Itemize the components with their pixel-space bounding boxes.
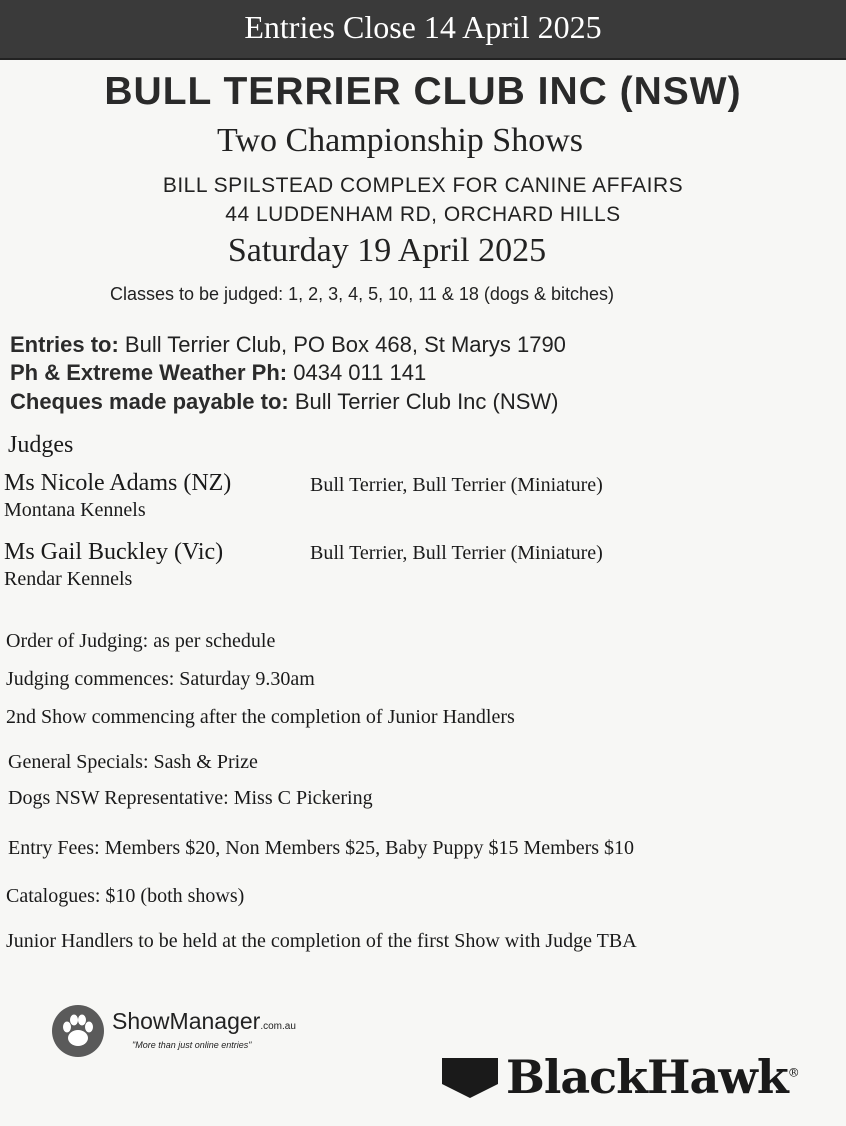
- catalogues: Catalogues: $10 (both shows): [6, 885, 245, 907]
- judge-1-name: Ms Nicole Adams (NZ): [4, 470, 232, 496]
- showmanager-logo: [52, 1005, 302, 1065]
- judge-2-kennel: Rendar Kennels: [4, 568, 133, 590]
- shows-subtitle: Two Championship Shows: [217, 122, 583, 159]
- order-of-judging: Order of Judging: as per schedule: [6, 630, 276, 652]
- classes-judged: Classes to be judged: 1, 2, 3, 4, 5, 10, 11 & 18 (dogs & bitches): [110, 284, 614, 304]
- judge-2-breeds: Bull Terrier, Bull Terrier (Miniature): [310, 542, 603, 564]
- blackhawk-shield-icon: [442, 1058, 498, 1098]
- show-date: Saturday 19 April 2025: [227, 232, 547, 269]
- blackhawk-wordmark: [506, 1050, 799, 1104]
- venue-address: 44 LUDDENHAM RD, ORCHARD HILLS: [225, 203, 621, 226]
- dogs-nsw-representative: Dogs NSW Representative: Miss C Pickering: [8, 787, 373, 809]
- venue-name: BILL SPILSTEAD COMPLEX FOR CANINE AFFAIRS: [162, 174, 684, 197]
- general-specials: General Specials: Sash & Prize: [8, 751, 258, 773]
- entry-fees: Entry Fees: Members $20, Non Members $25, Baby Puppy $15 Members $10: [8, 837, 635, 859]
- blackhawk-logo: [442, 1050, 832, 1110]
- junior-handlers: Junior Handlers to be held at the completion of the first Show with Judge TBA: [6, 930, 637, 952]
- judge-2-name: Ms Gail Buckley (Vic): [4, 539, 224, 565]
- cheques-value: Bull Terrier Club Inc (NSW): [288, 389, 559, 414]
- club-title: BULL TERRIER CLUB INC (NSW): [104, 70, 742, 113]
- showmanager-wordmark: [112, 1008, 296, 1035]
- judge-1-breeds: Bull Terrier, Bull Terrier (Miniature): [310, 474, 603, 496]
- second-show-note: 2nd Show commencing after the completion of Junior Handlers: [6, 706, 515, 728]
- phone-info: [10, 360, 426, 386]
- cheques-info: [10, 389, 559, 415]
- paw-icon: [52, 1005, 104, 1057]
- showmanager-name: ShowManager: [112, 1008, 261, 1034]
- entries-to-value: Bull Terrier Club, PO Box 468, St Marys 1790: [118, 332, 566, 357]
- entries-close-banner: Entries Close 14 April 2025: [0, 0, 846, 60]
- blackhawk-registered-mark: ®: [787, 1065, 799, 1080]
- showmanager-tagline: "More than just online entries": [132, 1040, 252, 1050]
- blackhawk-name: BlackHawk: [506, 1050, 788, 1104]
- judges-heading: Judges: [8, 432, 74, 458]
- cheques-label: Cheques made payable to:: [10, 389, 289, 414]
- showmanager-domain: .com.au: [260, 1021, 296, 1032]
- judge-1-kennel: Montana Kennels: [4, 499, 146, 521]
- entries-to-label: Entries to:: [10, 332, 119, 357]
- judging-commences: Judging commences: Saturday 9.30am: [6, 668, 315, 690]
- entries-to: [10, 332, 566, 358]
- phone-label: Ph & Extreme Weather Ph:: [10, 360, 288, 385]
- phone-value: 0434 011 141: [287, 360, 427, 385]
